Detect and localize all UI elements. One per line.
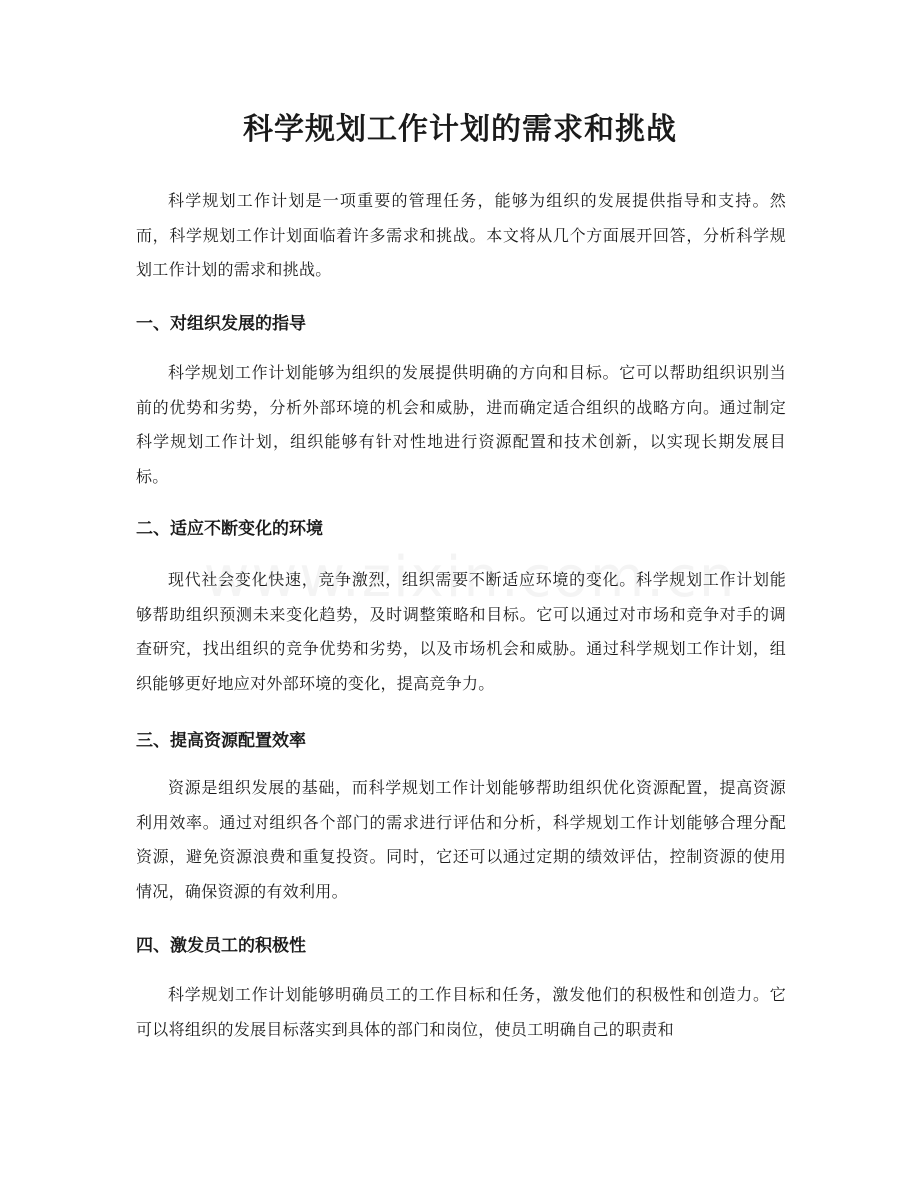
- section-heading-4: 四、激发员工的积极性: [136, 936, 306, 956]
- section-heading-1: 一、对组织发展的指导: [136, 314, 306, 334]
- section-body-4: 科学规划工作计划能够明确员工的工作目标和任务，激发他们的积极性和创造力。它可以将组织的发展目标落实到具体的部门和岗位，使员工明确自己的职责和: [136, 985, 786, 1039]
- section-body-3: 资源是组织发展的基础，而科学规划工作计划能够帮助组织优化资源配置，提高资源利用效率。通过对组织各个部门的需求进行评估和分析，科学规划工作计划能够合理分配资源，避免资源浪费和重复投资。同时，它还可以通过定期的绩效评估，控制资源的使用情况，确保资源的有效利用。: [136, 778, 786, 901]
- section-heading-3: 三、提高资源配置效率: [136, 731, 306, 751]
- document-title: 科学规划工作计划的需求和挑战: [243, 112, 677, 147]
- section-body-1: 科学规划工作计划能够为组织的发展提供明确的方向和目标。它可以帮助组织识别当前的优势和劣势，分析外部环境的机会和威胁，进而确定适合组织的战略方向。通过制定科学规划工作计划，组织能够有针对性地进行资源配置和技术创新，以实现长期发展目标。: [136, 363, 786, 486]
- intro-paragraph: 科学规划工作计划是一项重要的管理任务，能够为组织的发展提供指导和支持。然而，科学规划工作计划面临着许多需求和挑战。本文将从几个方面展开回答，分析科学规划工作计划的需求和挑战。: [136, 191, 786, 279]
- section-body-2: 现代社会变化快速，竞争激烈，组织需要不断适应环境的变化。科学规划工作计划能够帮助组织预测未来变化趋势，及时调整策略和目标。它可以通过对市场和竞争对手的调查研究，找出组织的竞争优势和劣势，以及市场机会和威胁。通过科学规划工作计划，组织能够更好地应对外部环境的变化，提高竞争力。: [136, 570, 786, 693]
- section-heading-2: 二、适应不断变化的环境: [136, 519, 323, 539]
